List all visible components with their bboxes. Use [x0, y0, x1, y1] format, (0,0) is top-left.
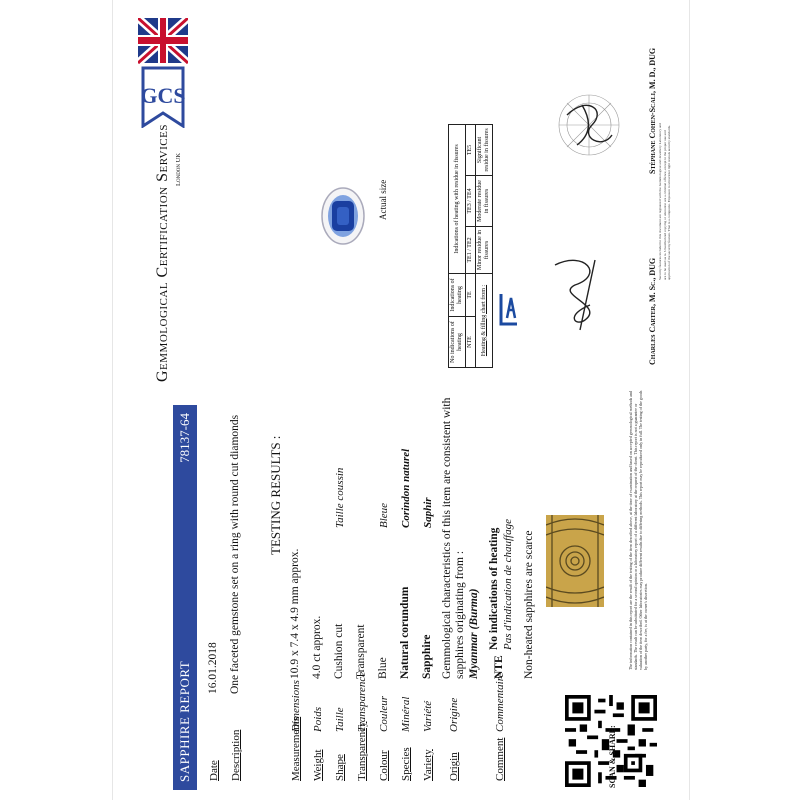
- species-label: Species: [400, 747, 412, 781]
- organization-name: Gemmological Certification Services: [154, 124, 171, 382]
- weight-fr: Poids: [312, 706, 324, 732]
- species-fr-value: Corindon naturel: [400, 448, 412, 528]
- transparency-label: Transparency: [356, 721, 368, 781]
- signature-1-caption: Charles Carter, M. Sc., DUG: [648, 257, 657, 365]
- scan-share-label: SCAN & SHARE:: [608, 725, 617, 788]
- variety-label: Variety: [422, 749, 434, 781]
- signature-2-caption: Stéphane Cohen-Scali, M. D., DUG: [648, 47, 657, 174]
- colour-fr: Couleur: [378, 695, 390, 732]
- species-fr: Minéral: [400, 696, 412, 732]
- weight-label: Weight: [312, 749, 324, 781]
- comment-fr-value: Pas d'indication de chauffage: [502, 519, 514, 650]
- heat-c2-code: TE: [466, 274, 476, 317]
- organization-location: London UK: [175, 152, 182, 186]
- rotated-document-layer: [148, 10, 671, 790]
- transparency-fr: Transparence: [356, 671, 368, 732]
- shape-value: Cushion cut: [333, 623, 345, 679]
- actual-size-label: Actual size: [378, 179, 388, 220]
- measurements-value: 10.9 x 7.4 x 4.9 mm approx.: [289, 548, 301, 679]
- report-banner: [173, 405, 197, 790]
- svg-text:GCS: GCS: [140, 83, 186, 108]
- heat-c3b-desc: Moderate residue in fissures: [476, 176, 493, 227]
- origin-line1: Gemmological characteristics of this item are consistent with: [441, 397, 453, 679]
- testing-results-heading: TESTING RESULTS :: [268, 435, 283, 555]
- report-number: 78137-64: [177, 413, 192, 463]
- weight-value: 4.0 ct approx.: [311, 615, 323, 679]
- heat-c3-head: Indications of heating with residue in fissures: [449, 125, 466, 274]
- disclaimer-text: The information contained in this report are the result of the testing of the item described above, at the time of examination and based on accepted gemmological methods and standards. The result can be substituted for a second opinion or a laboratory report of a different laboratory at the request of the client. This report is not a guarantee or valuation of the item described. Other laboratories may produce different results due to differing methods. This report may be reproduced only in full. The testing of the goods by another party, for a fee, is at the owner's discretion.: [628, 390, 648, 670]
- origin-label: Origin: [448, 752, 460, 781]
- shape-fr-value: Taille coussin: [334, 467, 346, 528]
- origin-value: Myanmar (Burma): [468, 588, 480, 679]
- variety-fr: Variété: [422, 700, 434, 732]
- measurements-fr: Dimensions: [290, 680, 302, 732]
- heat-c3a-desc: Minor residue in fissures: [476, 227, 493, 274]
- comment-code: NTE: [493, 655, 505, 679]
- report-title: SAPPHIRE REPORT: [177, 660, 192, 782]
- date-label: Date: [208, 760, 220, 781]
- heat-c3c-desc: Significant residue in fissures: [476, 125, 493, 176]
- shape-fr: Taille: [334, 707, 346, 732]
- colour-label: Colour: [378, 750, 390, 781]
- description-label: Description: [230, 729, 242, 781]
- transparency-value: Transparent: [355, 624, 367, 679]
- variety-fr-value: Saphir: [422, 497, 434, 528]
- variety-value: Sapphire: [421, 634, 433, 679]
- heat-c1-code: NTE: [466, 317, 476, 368]
- comment-fr: Commentaire: [494, 672, 506, 732]
- comment-label: Comment: [494, 737, 506, 781]
- origin-line2: sapphires originating from :: [454, 550, 466, 679]
- comment-value: No indications of heating: [488, 527, 500, 650]
- heat-c1-head: No indications of heating: [449, 317, 466, 368]
- heat-c3c-code: TE5: [466, 125, 476, 176]
- species-value: Natural corundum: [399, 586, 411, 679]
- heating-table: [448, 124, 493, 368]
- heat-c2-head: Indications of heating: [449, 274, 466, 317]
- security-note: Security features included in this document are registered with the Gemmological and Jewellery Laboratory and are to be used as is. Unauthorized copying or alteration are a criminal offence, except in the proper use and application of the security feature. That is a composite. Exposure to ultraviolet light reveals security standards.: [658, 122, 671, 280]
- colour-fr-value: Bleue: [378, 502, 390, 528]
- colour-value: Blue: [377, 657, 389, 679]
- heat-c3a-code: TE1 / TE2: [466, 227, 476, 274]
- date-value: 16.01.2018: [207, 642, 219, 694]
- heat-chart-label: Heating & filling chart from :: [476, 274, 493, 368]
- origin-fr: Origine: [448, 697, 460, 732]
- measurements-label: Measurements: [290, 716, 302, 781]
- heat-c3b-code: TE3 / TE4: [466, 176, 476, 227]
- shape-label: Shape: [334, 754, 346, 781]
- description-value: One faceted gemstone set on a ring with round cut diamonds: [229, 414, 241, 694]
- non-heated-note: Non-heated sapphires are scarce: [523, 530, 535, 679]
